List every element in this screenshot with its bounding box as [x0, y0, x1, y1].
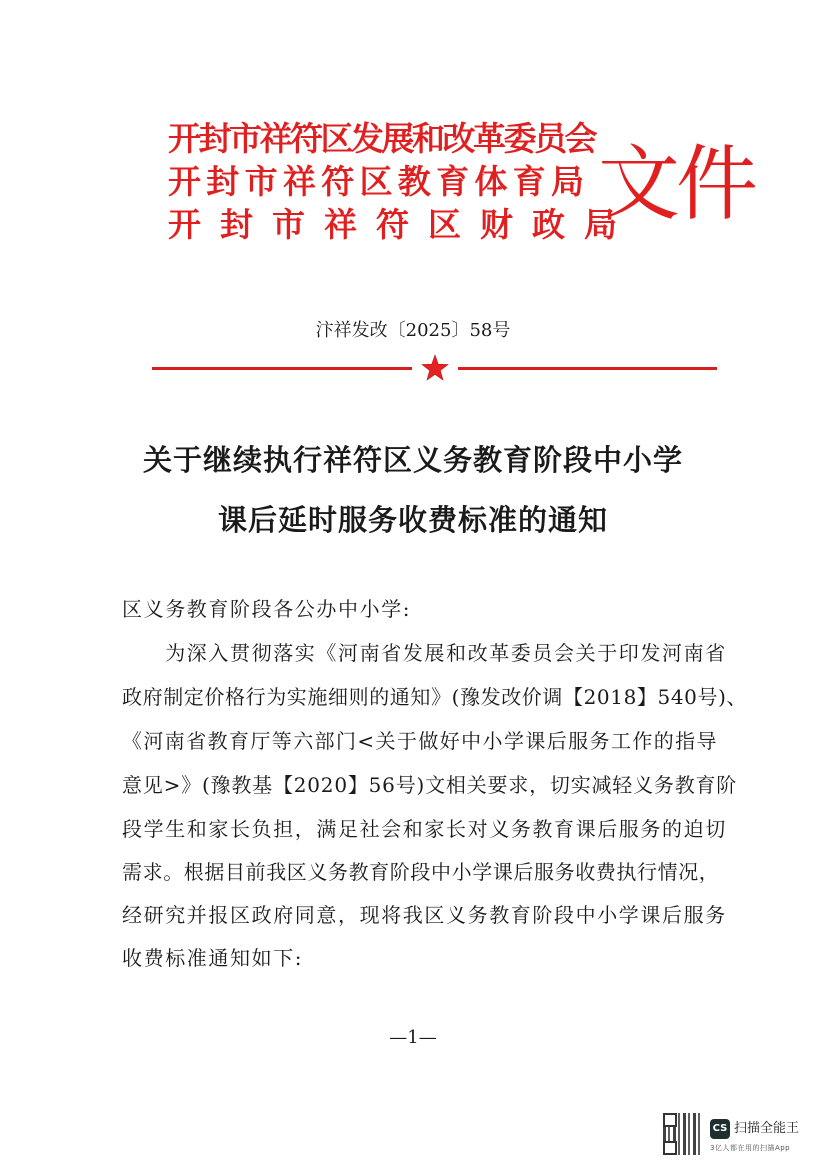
- notice-title-line-1: 关于继续执行祥符区义务教育阶段中小学: [142, 443, 683, 477]
- document-number: 汴祥发改〔2025〕58号: [315, 320, 511, 341]
- red-rule-left: [152, 367, 412, 370]
- scanner-app-name: 扫描全能王: [734, 1121, 800, 1136]
- issuer-line-3: [168, 204, 636, 246]
- body-line: 经研究并报区政府同意，现将我区义务教育阶段中小学课后服务: [122, 903, 727, 927]
- body-salutation: 区义务教育阶段各公办中小学:: [122, 597, 412, 621]
- star-icon: [421, 354, 449, 382]
- body-line: 《河南省教育厅等六部门<关于做好中小学课后服务工作的指导: [122, 729, 718, 753]
- body-line: 意见>》(豫教基【2020】56号)文相关要求，切实减轻义务教育阶: [122, 773, 738, 797]
- issuer-line-1: [168, 118, 595, 160]
- body-line: 为深入贯彻落实《河南省发展和改革委员会关于印发河南省: [122, 641, 727, 665]
- issuer-line-2: [168, 161, 588, 203]
- body-line: 政府制定价格行为实施细则的通知》(豫发改价调【2018】540号)、: [122, 685, 748, 709]
- scanner-tagline: 3亿人都在用的扫描App: [710, 1144, 791, 1152]
- body-line: 需求。根据目前我区义务教育阶段中小学课后服务收费执行情况，: [122, 860, 720, 884]
- qr-code-icon: [663, 1113, 703, 1155]
- issuer-name: 开封市祥符区发展和改革委员会: [168, 119, 595, 158]
- document-type-label: 文件: [598, 137, 755, 232]
- scanner-watermark: [655, 1107, 826, 1163]
- notice-title-line-2: 课后延时服务收费标准的通知: [217, 503, 608, 537]
- body-line: 段学生和家长负担，满足社会和家长对义务教育课后服务的迫切: [122, 817, 727, 841]
- page-number: —1—: [389, 1027, 437, 1048]
- issuer-name: 开封市祥符区教育体育局: [168, 162, 590, 201]
- issuer-name: 开封市祥符区财政局: [168, 205, 636, 244]
- red-rule-right: [458, 367, 717, 370]
- camscanner-logo-icon: CS: [710, 1119, 730, 1139]
- body-line: 收费标准通知如下:: [122, 946, 304, 970]
